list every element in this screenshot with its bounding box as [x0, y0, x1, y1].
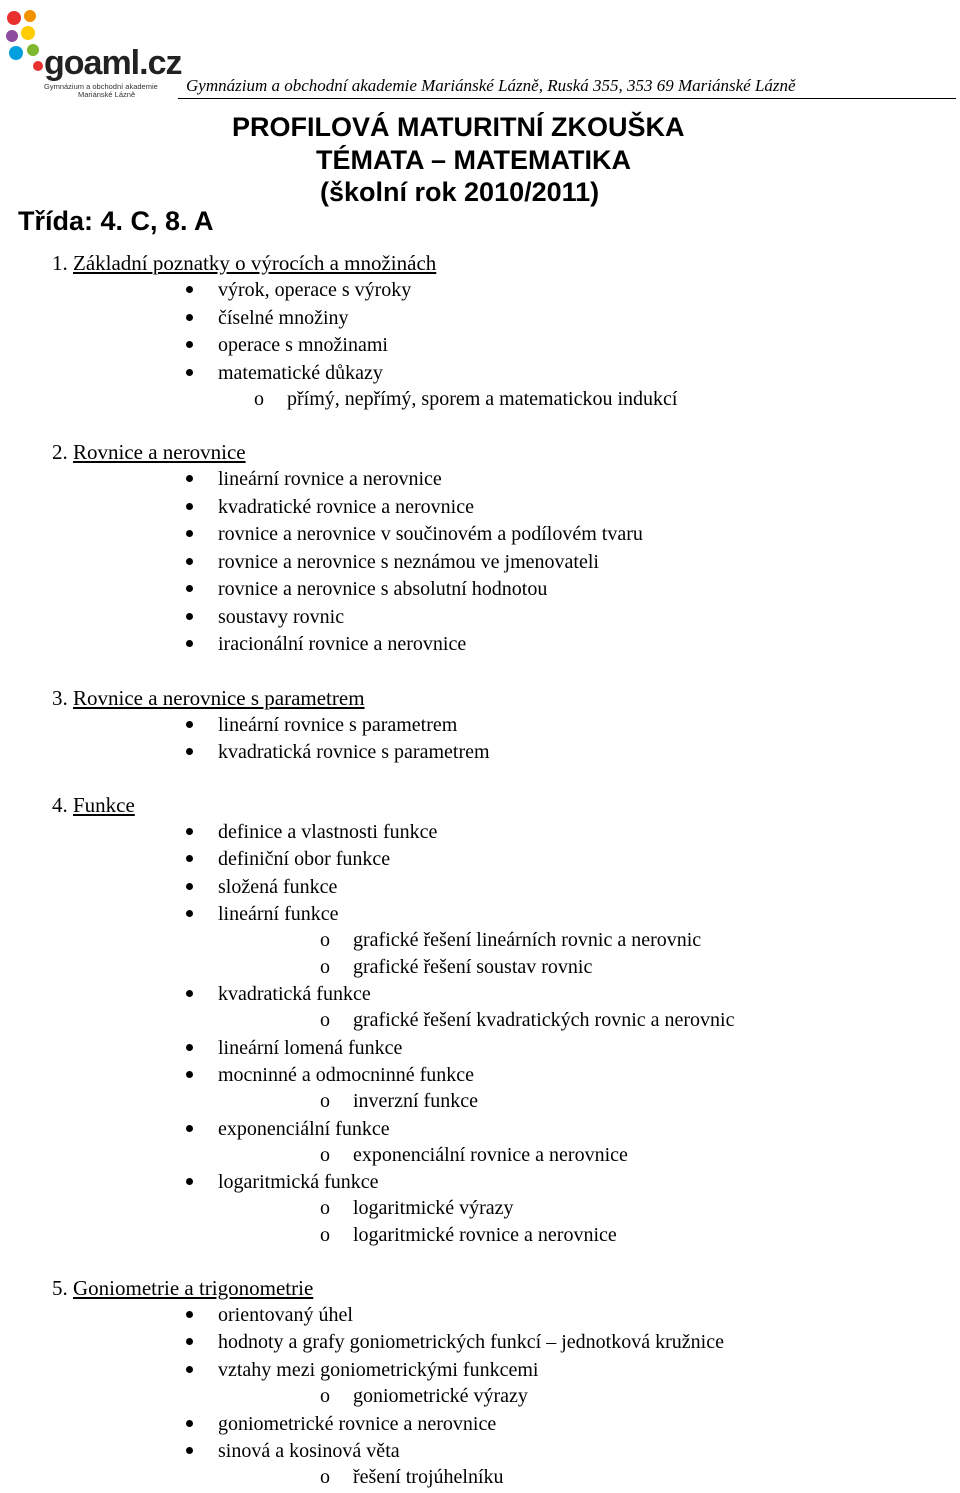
list-item: kvadratické rovnice a nerovnice: [186, 496, 474, 519]
circle-bullet-icon: o: [320, 1009, 330, 1031]
list-item: matematické důkazy: [186, 362, 383, 385]
bullet-icon: [186, 721, 193, 728]
school-address-line: Gymnázium a obchodní akademie Mariánské Lázně, Ruská 355, 353 69 Mariánské Lázně: [186, 76, 796, 95]
list-item: operace s množinami: [186, 334, 388, 357]
bullet-icon: [186, 640, 193, 647]
header-divider: [178, 98, 956, 99]
list-item: výrok, operace s výroky: [186, 279, 411, 302]
sub-list-item: o inverzní funkce: [320, 1090, 478, 1112]
bullet-icon: [186, 910, 193, 917]
list-item: lineární rovnice a nerovnice: [186, 468, 442, 491]
list-item: lineární rovnice s parametrem: [186, 714, 457, 737]
list-item: definiční obor funkce: [186, 848, 390, 871]
section-heading-1: 1. Základní poznatky o výrocích a množinách: [52, 251, 437, 275]
circle-bullet-icon: o: [320, 1144, 330, 1166]
bullet-icon: [186, 748, 193, 755]
list-item: vztahy mezi goniometrickými funkcemi: [186, 1359, 538, 1382]
list-item: goniometrické rovnice a nerovnice: [186, 1413, 496, 1436]
bullet-icon: [186, 1125, 193, 1132]
school-logo: [4, 6, 182, 99]
bullet-icon: [186, 314, 193, 321]
bullet-icon: [186, 828, 193, 835]
list-item: lineární funkce: [186, 903, 339, 926]
bullet-icon: [186, 475, 193, 482]
list-item: kvadratická rovnice s parametrem: [186, 741, 490, 764]
bullet-icon: [186, 1044, 193, 1051]
bullet-icon: [186, 1311, 193, 1318]
title-line-2: TÉMATA – MATEMATIKA: [316, 145, 631, 175]
sub-list-item: o logaritmické výrazy: [320, 1197, 514, 1219]
bullet-icon: [186, 503, 193, 510]
bullet-icon: [186, 558, 193, 565]
list-item: číselné množiny: [186, 307, 349, 330]
list-item: soustavy rovnic: [186, 606, 344, 629]
sub-list-item: o grafické řešení lineárních rovnic a nerovnic: [320, 929, 702, 951]
bullet-icon: [186, 585, 193, 592]
section-heading-5: 5. Goniometrie a trigonometrie: [52, 1276, 314, 1300]
bullet-icon: [186, 990, 193, 997]
sub-list-item: o přímý, nepřímý, sporem a matematickou indukcí: [254, 388, 678, 410]
list-item: logaritmická funkce: [186, 1171, 379, 1194]
circle-bullet-icon: o: [320, 1090, 330, 1112]
circle-bullet-icon: o: [254, 388, 264, 410]
list-item: lineární lomená funkce: [186, 1037, 402, 1060]
circle-bullet-icon: o: [320, 1224, 330, 1246]
sub-list-item: o grafické řešení kvadratických rovnic a nerovnic: [320, 1009, 735, 1031]
sub-list-item: o řešení trojúhelníku: [320, 1466, 504, 1488]
list-item: iracionální rovnice a nerovnice: [186, 633, 466, 656]
bullet-icon: [186, 1447, 193, 1454]
list-item: definice a vlastnosti funkce: [186, 821, 437, 844]
title-line-1: PROFILOVÁ MATURITNÍ ZKOUŠKA: [232, 112, 685, 142]
bullet-icon: [186, 1338, 193, 1345]
bullet-icon: [186, 530, 193, 537]
circle-bullet-icon: o: [320, 1385, 330, 1407]
bullet-icon: [186, 1366, 193, 1373]
list-item: sinová a kosinová věta: [186, 1440, 400, 1463]
list-item: rovnice a nerovnice v součinovém a podílovém tvaru: [186, 523, 643, 546]
sub-list-item: o exponenciální rovnice a nerovnice: [320, 1144, 628, 1166]
class-label: Třída: 4. C, 8. A: [18, 206, 214, 236]
list-item: mocninné a odmocninné funkce: [186, 1064, 474, 1087]
section-heading-4: 4. Funkce: [52, 793, 135, 817]
title-line-3: (školní rok 2010/2011): [320, 177, 600, 207]
bullet-icon: [186, 286, 193, 293]
bullet-icon: [186, 855, 193, 862]
logo-dots-icon: [4, 6, 44, 76]
circle-bullet-icon: o: [320, 929, 330, 951]
circle-bullet-icon: o: [320, 956, 330, 978]
list-item: exponenciální funkce: [186, 1118, 390, 1141]
list-item: orientovaný úhel: [186, 1304, 353, 1327]
section-heading-3: 3. Rovnice a nerovnice s parametrem: [52, 686, 365, 710]
logo-wordmark: goaml.cz: [44, 44, 182, 82]
logo-subtitle: Gymnázium a obchodní akademie: [44, 82, 158, 91]
logo-subtitle-2: Mariánské Lázně: [78, 90, 136, 99]
list-item: kvadratická funkce: [186, 983, 371, 1006]
bullet-icon: [186, 1420, 193, 1427]
list-item: rovnice a nerovnice s neznámou ve jmenovateli: [186, 551, 599, 574]
section-heading-2: 2. Rovnice a nerovnice: [52, 440, 246, 464]
sub-list-item: o logaritmické rovnice a nerovnice: [320, 1224, 617, 1246]
circle-bullet-icon: o: [320, 1466, 330, 1488]
bullet-icon: [186, 883, 193, 890]
sub-list-item: o goniometrické výrazy: [320, 1385, 528, 1407]
list-item: složená funkce: [186, 876, 337, 899]
list-item: hodnoty a grafy goniometrických funkcí – jednotková kružnice: [186, 1331, 724, 1354]
bullet-icon: [186, 369, 193, 376]
bullet-icon: [186, 1071, 193, 1078]
sub-list-item: o grafické řešení soustav rovnic: [320, 956, 593, 978]
bullet-icon: [186, 613, 193, 620]
bullet-icon: [186, 1178, 193, 1185]
list-item: rovnice a nerovnice s absolutní hodnotou: [186, 578, 547, 601]
bullet-icon: [186, 341, 193, 348]
circle-bullet-icon: o: [320, 1197, 330, 1219]
